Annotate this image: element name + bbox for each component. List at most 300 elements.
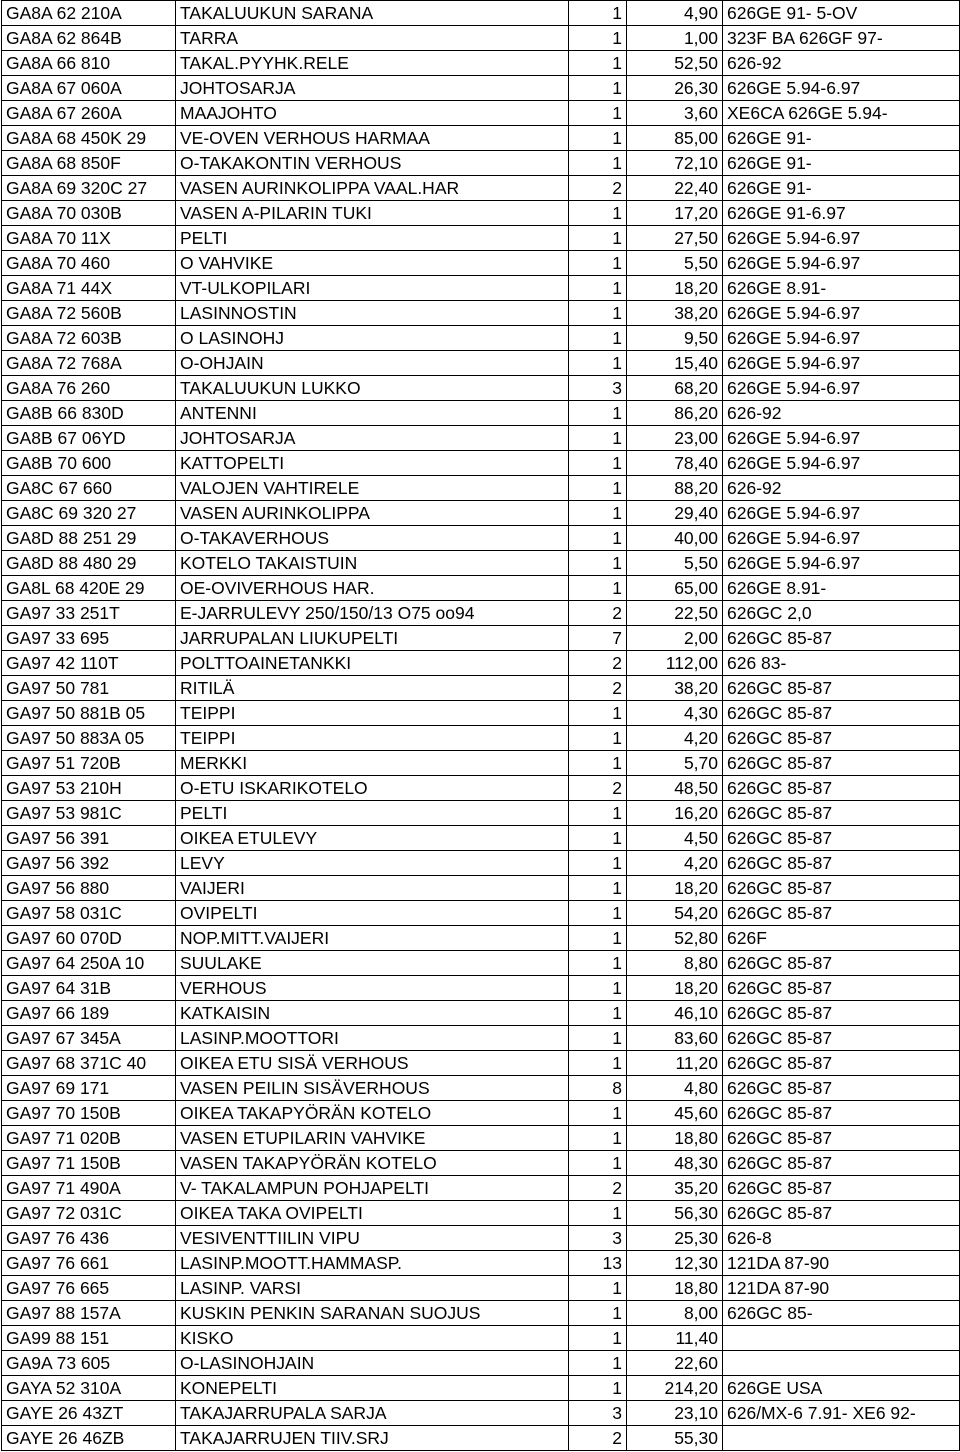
price-cell: 4,30 bbox=[627, 701, 723, 726]
quantity-cell: 2 bbox=[569, 1426, 627, 1451]
part-name-cell: TAKAL.PYYHK.RELE bbox=[176, 51, 569, 76]
price-cell: 38,20 bbox=[627, 676, 723, 701]
price-cell: 11,20 bbox=[627, 1051, 723, 1076]
table-row bbox=[2, 551, 960, 576]
part-number-cell: GA97 58 031C bbox=[2, 901, 176, 926]
table-row bbox=[2, 451, 960, 476]
table-row bbox=[2, 901, 960, 926]
quantity-cell: 1 bbox=[569, 151, 627, 176]
model-cell: 626GC 85-87 bbox=[723, 1126, 960, 1151]
table-row bbox=[2, 301, 960, 326]
model-cell: 626GE 5.94-6.97 bbox=[723, 226, 960, 251]
quantity-cell: 1 bbox=[569, 1151, 627, 1176]
quantity-cell: 1 bbox=[569, 851, 627, 876]
part-name-cell: VASEN AURINKOLIPPA VAAL.HAR bbox=[176, 176, 569, 201]
part-number-cell: GA8L 68 420E 29 bbox=[2, 576, 176, 601]
part-name-cell: VT-ULKOPILARI bbox=[176, 276, 569, 301]
quantity-cell: 2 bbox=[569, 176, 627, 201]
price-cell: 5,50 bbox=[627, 551, 723, 576]
model-cell: 626GC 85-87 bbox=[723, 626, 960, 651]
table-row bbox=[2, 1126, 960, 1151]
part-number-cell: GA8A 66 810 bbox=[2, 51, 176, 76]
price-cell: 23,00 bbox=[627, 426, 723, 451]
model-cell: 626GE 5.94-6.97 bbox=[723, 326, 960, 351]
price-cell: 85,00 bbox=[627, 126, 723, 151]
part-number-cell: GA97 64 31B bbox=[2, 976, 176, 1001]
quantity-cell: 1 bbox=[569, 251, 627, 276]
part-name-cell: O-LASINOHJAIN bbox=[176, 1351, 569, 1376]
model-cell: 626GE 5.94-6.97 bbox=[723, 301, 960, 326]
part-number-cell: GA8A 71 44X bbox=[2, 276, 176, 301]
table-row bbox=[2, 151, 960, 176]
part-name-cell: KISKO bbox=[176, 1326, 569, 1351]
part-name-cell: JOHTOSARJA bbox=[176, 426, 569, 451]
table-row bbox=[2, 1376, 960, 1401]
part-number-cell: GA97 33 251T bbox=[2, 601, 176, 626]
part-number-cell: GA97 67 345A bbox=[2, 1026, 176, 1051]
table-row bbox=[2, 726, 960, 751]
part-number-cell: GA8A 70 11X bbox=[2, 226, 176, 251]
price-cell: 52,80 bbox=[627, 926, 723, 951]
model-cell: 626GC 85-87 bbox=[723, 1001, 960, 1026]
price-cell: 4,80 bbox=[627, 1076, 723, 1101]
part-name-cell: OIKEA TAKA OVIPELTI bbox=[176, 1201, 569, 1226]
model-cell: 626GC 85-87 bbox=[723, 776, 960, 801]
table-row bbox=[2, 976, 960, 1001]
price-cell: 4,20 bbox=[627, 726, 723, 751]
quantity-cell: 1 bbox=[569, 551, 627, 576]
model-cell: 626GC 85-87 bbox=[723, 1201, 960, 1226]
model-cell: 626GE 5.94-6.97 bbox=[723, 526, 960, 551]
price-cell: 72,10 bbox=[627, 151, 723, 176]
part-number-cell: GA8A 70 030B bbox=[2, 201, 176, 226]
price-cell: 8,80 bbox=[627, 951, 723, 976]
table-row bbox=[2, 476, 960, 501]
part-name-cell: TAKAJARRUPALA SARJA bbox=[176, 1401, 569, 1426]
part-name-cell: VE-OVEN VERHOUS HARMAA bbox=[176, 126, 569, 151]
part-number-cell: GA97 69 171 bbox=[2, 1076, 176, 1101]
table-row bbox=[2, 1226, 960, 1251]
model-cell bbox=[723, 1351, 960, 1376]
part-name-cell: OVIPELTI bbox=[176, 901, 569, 926]
table-row bbox=[2, 1426, 960, 1451]
part-number-cell: GA97 60 070D bbox=[2, 926, 176, 951]
price-cell: 112,00 bbox=[627, 651, 723, 676]
price-cell: 18,20 bbox=[627, 876, 723, 901]
part-number-cell: GA97 76 436 bbox=[2, 1226, 176, 1251]
parts-table bbox=[1, 0, 960, 1451]
part-name-cell: VASEN A-PILARIN TUKI bbox=[176, 201, 569, 226]
price-cell: 45,60 bbox=[627, 1101, 723, 1126]
model-cell: 626GE 91- bbox=[723, 176, 960, 201]
table-row bbox=[2, 1051, 960, 1076]
quantity-cell: 2 bbox=[569, 1176, 627, 1201]
price-cell: 4,90 bbox=[627, 1, 723, 26]
quantity-cell: 1 bbox=[569, 126, 627, 151]
price-cell: 22,40 bbox=[627, 176, 723, 201]
part-number-cell: GA97 53 981C bbox=[2, 801, 176, 826]
model-cell: 626GE 8.91- bbox=[723, 576, 960, 601]
table-row bbox=[2, 26, 960, 51]
quantity-cell: 2 bbox=[569, 601, 627, 626]
part-number-cell: GA97 51 720B bbox=[2, 751, 176, 776]
price-cell: 18,20 bbox=[627, 976, 723, 1001]
part-number-cell: GA97 70 150B bbox=[2, 1101, 176, 1126]
table-row bbox=[2, 601, 960, 626]
quantity-cell: 1 bbox=[569, 701, 627, 726]
price-cell: 22,50 bbox=[627, 601, 723, 626]
part-number-cell: GA8A 62 210A bbox=[2, 1, 176, 26]
table-row bbox=[2, 1151, 960, 1176]
part-name-cell: KATKAISIN bbox=[176, 1001, 569, 1026]
quantity-cell: 3 bbox=[569, 1401, 627, 1426]
model-cell: 626GE USA bbox=[723, 1376, 960, 1401]
part-number-cell: GA97 76 661 bbox=[2, 1251, 176, 1276]
part-name-cell: POLTTOAINETANKKI bbox=[176, 651, 569, 676]
price-cell: 4,20 bbox=[627, 851, 723, 876]
quantity-cell: 2 bbox=[569, 651, 627, 676]
part-name-cell: TAKALUUKUN LUKKO bbox=[176, 376, 569, 401]
part-name-cell: TEIPPI bbox=[176, 726, 569, 751]
price-cell: 4,50 bbox=[627, 826, 723, 851]
price-cell: 26,30 bbox=[627, 76, 723, 101]
part-name-cell: PELTI bbox=[176, 226, 569, 251]
quantity-cell: 1 bbox=[569, 901, 627, 926]
price-cell: 35,20 bbox=[627, 1176, 723, 1201]
quantity-cell: 1 bbox=[569, 1026, 627, 1051]
part-number-cell: GA99 88 151 bbox=[2, 1326, 176, 1351]
part-name-cell: O-TAKAVERHOUS bbox=[176, 526, 569, 551]
table-row bbox=[2, 1001, 960, 1026]
table-row bbox=[2, 851, 960, 876]
model-cell: 626GC 85- bbox=[723, 1301, 960, 1326]
table-row bbox=[2, 1301, 960, 1326]
price-cell: 214,20 bbox=[627, 1376, 723, 1401]
quantity-cell: 1 bbox=[569, 401, 627, 426]
table-row bbox=[2, 626, 960, 651]
table-row bbox=[2, 1276, 960, 1301]
table-row bbox=[2, 351, 960, 376]
part-number-cell: GAYA 52 310A bbox=[2, 1376, 176, 1401]
model-cell bbox=[723, 1326, 960, 1351]
part-number-cell: GA97 64 250A 10 bbox=[2, 951, 176, 976]
price-cell: 5,70 bbox=[627, 751, 723, 776]
part-number-cell: GA97 50 781 bbox=[2, 676, 176, 701]
part-number-cell: GA8A 72 768A bbox=[2, 351, 176, 376]
model-cell: 626GC 85-87 bbox=[723, 851, 960, 876]
part-number-cell: GA8A 72 560B bbox=[2, 301, 176, 326]
table-row bbox=[2, 1201, 960, 1226]
model-cell: 626GE 5.94-6.97 bbox=[723, 251, 960, 276]
parts-table-body bbox=[2, 1, 960, 1451]
part-name-cell: KOTELO TAKAISTUIN bbox=[176, 551, 569, 576]
part-number-cell: GA97 33 695 bbox=[2, 626, 176, 651]
table-row bbox=[2, 376, 960, 401]
model-cell: 121DA 87-90 bbox=[723, 1276, 960, 1301]
quantity-cell: 1 bbox=[569, 501, 627, 526]
table-row bbox=[2, 101, 960, 126]
part-name-cell: PELTI bbox=[176, 801, 569, 826]
price-cell: 38,20 bbox=[627, 301, 723, 326]
model-cell: 626GC 85-87 bbox=[723, 1101, 960, 1126]
price-cell: 40,00 bbox=[627, 526, 723, 551]
quantity-cell: 1 bbox=[569, 1001, 627, 1026]
model-cell: 626GC 85-87 bbox=[723, 901, 960, 926]
part-number-cell: GA97 72 031C bbox=[2, 1201, 176, 1226]
quantity-cell: 1 bbox=[569, 1276, 627, 1301]
table-row bbox=[2, 1176, 960, 1201]
part-name-cell: VASEN ETUPILARIN VAHVIKE bbox=[176, 1126, 569, 1151]
part-number-cell: GA9A 73 605 bbox=[2, 1351, 176, 1376]
part-number-cell: GA97 56 392 bbox=[2, 851, 176, 876]
part-number-cell: GA8D 88 251 29 bbox=[2, 526, 176, 551]
part-number-cell: GA8A 62 864B bbox=[2, 26, 176, 51]
model-cell: 626GC 85-87 bbox=[723, 1176, 960, 1201]
table-row bbox=[2, 776, 960, 801]
price-cell: 2,00 bbox=[627, 626, 723, 651]
part-name-cell: VERHOUS bbox=[176, 976, 569, 1001]
quantity-cell: 1 bbox=[569, 76, 627, 101]
part-number-cell: GA8D 88 480 29 bbox=[2, 551, 176, 576]
price-cell: 16,20 bbox=[627, 801, 723, 826]
model-cell: 626GC 85-87 bbox=[723, 1151, 960, 1176]
model-cell: 626GC 85-87 bbox=[723, 726, 960, 751]
part-name-cell: O VAHVIKE bbox=[176, 251, 569, 276]
table-row bbox=[2, 226, 960, 251]
part-number-cell: GA8A 70 460 bbox=[2, 251, 176, 276]
table-row bbox=[2, 126, 960, 151]
part-name-cell: LASINP. VARSI bbox=[176, 1276, 569, 1301]
quantity-cell: 1 bbox=[569, 1101, 627, 1126]
table-row bbox=[2, 426, 960, 451]
table-row bbox=[2, 526, 960, 551]
part-number-cell: GA8B 70 600 bbox=[2, 451, 176, 476]
part-number-cell: GA97 88 157A bbox=[2, 1301, 176, 1326]
quantity-cell: 1 bbox=[569, 451, 627, 476]
model-cell: 626-8 bbox=[723, 1226, 960, 1251]
table-row bbox=[2, 326, 960, 351]
model-cell: 626GE 8.91- bbox=[723, 276, 960, 301]
part-number-cell: GA97 56 391 bbox=[2, 826, 176, 851]
quantity-cell: 1 bbox=[569, 276, 627, 301]
model-cell: 626 83- bbox=[723, 651, 960, 676]
quantity-cell: 1 bbox=[569, 51, 627, 76]
part-number-cell: GA8C 69 320 27 bbox=[2, 501, 176, 526]
part-number-cell: GA8A 67 260A bbox=[2, 101, 176, 126]
price-cell: 55,30 bbox=[627, 1426, 723, 1451]
quantity-cell: 1 bbox=[569, 1301, 627, 1326]
price-cell: 46,10 bbox=[627, 1001, 723, 1026]
quantity-cell: 1 bbox=[569, 926, 627, 951]
table-row bbox=[2, 76, 960, 101]
part-number-cell: GAYE 26 43ZT bbox=[2, 1401, 176, 1426]
model-cell: 626-92 bbox=[723, 401, 960, 426]
quantity-cell: 1 bbox=[569, 1326, 627, 1351]
quantity-cell: 8 bbox=[569, 1076, 627, 1101]
quantity-cell: 7 bbox=[569, 626, 627, 651]
table-row bbox=[2, 651, 960, 676]
table-row bbox=[2, 1076, 960, 1101]
quantity-cell: 1 bbox=[569, 1126, 627, 1151]
part-name-cell: JOHTOSARJA bbox=[176, 76, 569, 101]
model-cell: 626GC 85-87 bbox=[723, 751, 960, 776]
price-cell: 27,50 bbox=[627, 226, 723, 251]
part-name-cell: E-JARRULEVY 250/150/13 O75 oo94 bbox=[176, 601, 569, 626]
price-cell: 5,50 bbox=[627, 251, 723, 276]
part-number-cell: GA97 66 189 bbox=[2, 1001, 176, 1026]
price-cell: 25,30 bbox=[627, 1226, 723, 1251]
quantity-cell: 2 bbox=[569, 676, 627, 701]
quantity-cell: 1 bbox=[569, 876, 627, 901]
quantity-cell: 1 bbox=[569, 301, 627, 326]
part-name-cell: MERKKI bbox=[176, 751, 569, 776]
part-number-cell: GA8B 66 830D bbox=[2, 401, 176, 426]
part-number-cell: GA97 42 110T bbox=[2, 651, 176, 676]
part-name-cell: V- TAKALAMPUN POHJAPELTI bbox=[176, 1176, 569, 1201]
part-name-cell: JARRUPALAN LIUKUPELTI bbox=[176, 626, 569, 651]
model-cell: 626GC 85-87 bbox=[723, 801, 960, 826]
part-name-cell: KATTOPELTI bbox=[176, 451, 569, 476]
model-cell: 626GC 85-87 bbox=[723, 676, 960, 701]
part-name-cell: O-TAKAKONTIN VERHOUS bbox=[176, 151, 569, 176]
price-cell: 1,00 bbox=[627, 26, 723, 51]
quantity-cell: 1 bbox=[569, 576, 627, 601]
part-number-cell: GA97 71 490A bbox=[2, 1176, 176, 1201]
price-cell: 54,20 bbox=[627, 901, 723, 926]
quantity-cell: 1 bbox=[569, 101, 627, 126]
table-row bbox=[2, 201, 960, 226]
model-cell: 626GE 5.94-6.97 bbox=[723, 501, 960, 526]
model-cell: XE6CA 626GE 5.94- bbox=[723, 101, 960, 126]
part-name-cell: TARRA bbox=[176, 26, 569, 51]
part-number-cell: GA8A 69 320C 27 bbox=[2, 176, 176, 201]
part-number-cell: GA97 71 020B bbox=[2, 1126, 176, 1151]
part-number-cell: GA8A 72 603B bbox=[2, 326, 176, 351]
table-row bbox=[2, 1351, 960, 1376]
model-cell: 626GC 85-87 bbox=[723, 951, 960, 976]
quantity-cell: 1 bbox=[569, 1051, 627, 1076]
table-row bbox=[2, 51, 960, 76]
model-cell: 626GE 91- bbox=[723, 126, 960, 151]
price-cell: 17,20 bbox=[627, 201, 723, 226]
model-cell: 626-92 bbox=[723, 51, 960, 76]
part-name-cell: MAAJOHTO bbox=[176, 101, 569, 126]
price-cell: 56,30 bbox=[627, 1201, 723, 1226]
model-cell: 626GC 2,0 bbox=[723, 601, 960, 626]
price-cell: 18,20 bbox=[627, 276, 723, 301]
price-cell: 83,60 bbox=[627, 1026, 723, 1051]
table-row bbox=[2, 926, 960, 951]
table-row bbox=[2, 1101, 960, 1126]
quantity-cell: 1 bbox=[569, 1201, 627, 1226]
model-cell: 626GE 91- bbox=[723, 151, 960, 176]
part-name-cell: VAIJERI bbox=[176, 876, 569, 901]
model-cell: 323F BA 626GF 97- bbox=[723, 26, 960, 51]
part-name-cell: LEVY bbox=[176, 851, 569, 876]
table-row bbox=[2, 1326, 960, 1351]
price-cell: 8,00 bbox=[627, 1301, 723, 1326]
part-number-cell: GA97 71 150B bbox=[2, 1151, 176, 1176]
price-cell: 88,20 bbox=[627, 476, 723, 501]
part-name-cell: TEIPPI bbox=[176, 701, 569, 726]
price-cell: 52,50 bbox=[627, 51, 723, 76]
model-cell: 626GC 85-87 bbox=[723, 1076, 960, 1101]
model-cell: 626GE 5.94-6.97 bbox=[723, 426, 960, 451]
part-name-cell: VALOJEN VAHTIRELE bbox=[176, 476, 569, 501]
table-row bbox=[2, 1251, 960, 1276]
quantity-cell: 1 bbox=[569, 476, 627, 501]
part-name-cell: LASINP.MOOTTORI bbox=[176, 1026, 569, 1051]
model-cell: 626GC 85-87 bbox=[723, 1051, 960, 1076]
model-cell: 626F bbox=[723, 926, 960, 951]
part-name-cell: VESIVENTTIILIN VIPU bbox=[176, 1226, 569, 1251]
part-number-cell: GA8A 68 450K 29 bbox=[2, 126, 176, 151]
price-cell: 86,20 bbox=[627, 401, 723, 426]
price-cell: 68,20 bbox=[627, 376, 723, 401]
part-number-cell: GA97 53 210H bbox=[2, 776, 176, 801]
price-cell: 29,40 bbox=[627, 501, 723, 526]
quantity-cell: 1 bbox=[569, 726, 627, 751]
quantity-cell: 1 bbox=[569, 1, 627, 26]
price-cell: 48,30 bbox=[627, 1151, 723, 1176]
quantity-cell: 1 bbox=[569, 976, 627, 1001]
quantity-cell: 1 bbox=[569, 951, 627, 976]
quantity-cell: 1 bbox=[569, 1376, 627, 1401]
table-row bbox=[2, 676, 960, 701]
model-cell: 626GE 91-6.97 bbox=[723, 201, 960, 226]
quantity-cell: 1 bbox=[569, 1351, 627, 1376]
part-name-cell: TAKALUUKUN SARANA bbox=[176, 1, 569, 26]
table-row bbox=[2, 176, 960, 201]
table-row bbox=[2, 701, 960, 726]
price-cell: 48,50 bbox=[627, 776, 723, 801]
price-cell: 23,10 bbox=[627, 1401, 723, 1426]
part-number-cell: GAYE 26 46ZB bbox=[2, 1426, 176, 1451]
part-name-cell: OIKEA TAKAPYÖRÄN KOTELO bbox=[176, 1101, 569, 1126]
quantity-cell: 1 bbox=[569, 801, 627, 826]
table-row bbox=[2, 501, 960, 526]
part-name-cell: OIKEA ETULEVY bbox=[176, 826, 569, 851]
part-name-cell: OIKEA ETU SISÄ VERHOUS bbox=[176, 1051, 569, 1076]
model-cell: 626GE 5.94-6.97 bbox=[723, 351, 960, 376]
price-cell: 78,40 bbox=[627, 451, 723, 476]
model-cell: 121DA 87-90 bbox=[723, 1251, 960, 1276]
quantity-cell: 3 bbox=[569, 1226, 627, 1251]
part-name-cell: RITILÄ bbox=[176, 676, 569, 701]
part-name-cell: O-ETU ISKARIKOTELO bbox=[176, 776, 569, 801]
model-cell: 626GC 85-87 bbox=[723, 1026, 960, 1051]
part-number-cell: GA8C 67 660 bbox=[2, 476, 176, 501]
model-cell: 626GC 85-87 bbox=[723, 876, 960, 901]
part-name-cell: NOP.MITT.VAIJERI bbox=[176, 926, 569, 951]
quantity-cell: 1 bbox=[569, 826, 627, 851]
part-name-cell: TAKAJARRUJEN TIIV.SRJ bbox=[176, 1426, 569, 1451]
table-row bbox=[2, 876, 960, 901]
part-number-cell: GA8B 67 06YD bbox=[2, 426, 176, 451]
part-name-cell: ANTENNI bbox=[176, 401, 569, 426]
model-cell: 626GC 85-87 bbox=[723, 826, 960, 851]
part-name-cell: LASINNOSTIN bbox=[176, 301, 569, 326]
quantity-cell: 1 bbox=[569, 201, 627, 226]
part-name-cell: VASEN AURINKOLIPPA bbox=[176, 501, 569, 526]
table-row bbox=[2, 276, 960, 301]
table-row bbox=[2, 826, 960, 851]
table-row bbox=[2, 1026, 960, 1051]
part-name-cell: VASEN TAKAPYÖRÄN KOTELO bbox=[176, 1151, 569, 1176]
quantity-cell: 1 bbox=[569, 426, 627, 451]
part-name-cell: KUSKIN PENKIN SARANAN SUOJUS bbox=[176, 1301, 569, 1326]
model-cell: 626GC 85-87 bbox=[723, 701, 960, 726]
